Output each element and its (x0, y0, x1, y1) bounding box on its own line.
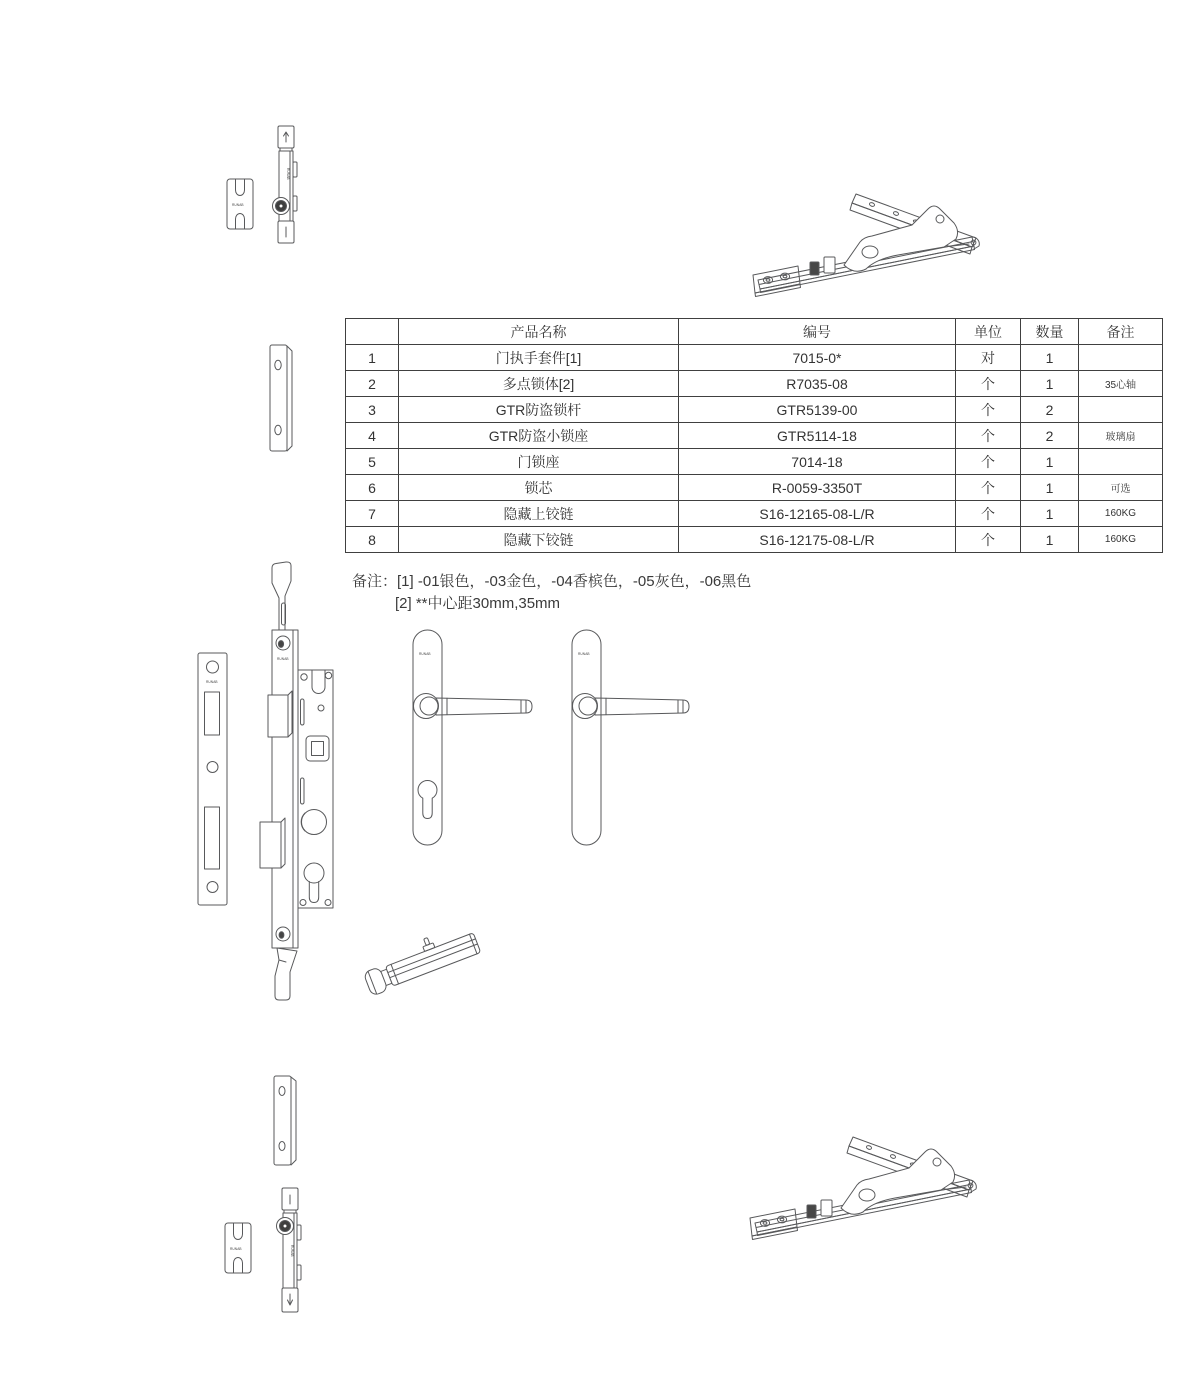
lock-drive-bar (260, 562, 298, 1000)
brand-logo-text: RUNAB (277, 657, 289, 661)
table-row: 3 GTR防盗锁杆 GTR5139-00 个 2 (346, 397, 1163, 423)
column-header-no (346, 319, 399, 345)
hinge-shape (753, 194, 979, 297)
table-row: 6 锁芯 R-0059-3350T 个 1 可选 (346, 475, 1163, 501)
keeper-plate-shape (270, 345, 292, 451)
lock-bar-shape (273, 126, 298, 243)
table-row: 5 门锁座 7014-18 个 1 (346, 449, 1163, 475)
parts-table (345, 318, 1163, 553)
handle-left (413, 630, 532, 845)
lock-bar-shape (277, 1188, 302, 1312)
brand-logo-text: RUNAB (286, 168, 290, 180)
footnotes (352, 571, 751, 615)
column-header-remark: 备注 (1079, 319, 1163, 345)
keeper-plate-bottom-drawing (270, 1074, 300, 1169)
footnote-line-1: [1] -01银色，-03金色，-04香槟色，-05灰色，-06黑色 (397, 573, 752, 590)
concealed-top-hinge-drawing (748, 185, 988, 300)
lock-case-plate (298, 670, 333, 908)
door-lock-keeper-drawing (266, 343, 296, 455)
lock-body-shape (198, 562, 333, 1000)
gtr-lock-bar-bottom-drawing (272, 1185, 308, 1315)
table-row: 1 门执手套件[1] 7015-0* 对 1 (346, 345, 1163, 371)
gtr-lock-bar-top-drawing (268, 124, 304, 246)
keeper-clip-shape (227, 179, 253, 229)
keeper-clip-shape (225, 1223, 251, 1273)
table-header-row (346, 319, 1163, 345)
column-header-name: 产品名称 (399, 319, 679, 345)
table-row: 2 多点锁体[2] R7035-08 个 1 35心轴 (346, 371, 1163, 397)
table-row: 4 GTR防盗小锁座 GTR5114-18 个 2 玻璃扇 (346, 423, 1163, 449)
column-header-qty: 数量 (1021, 319, 1079, 345)
brand-logo-text: RUNAB (290, 1245, 294, 1257)
concealed-bottom-hinge-drawing (745, 1128, 985, 1243)
multipoint-lock-body-drawing (193, 556, 338, 1008)
door-handle-set-drawing (406, 616, 696, 861)
cylinder-shape (363, 922, 481, 997)
lock-faceplate (198, 653, 227, 905)
table-row: 7 隐藏上铰链 S16-12165-08-L/R 个 1 160KG (346, 501, 1163, 527)
handle-right (572, 630, 689, 845)
footnote-label: 备注： (352, 573, 398, 590)
hinge-shape (750, 1137, 976, 1240)
table-row: 8 隐藏下铰链 S16-12175-08-L/R 个 1 160KG (346, 527, 1163, 553)
gtr-small-keeper-bottom-drawing (224, 1222, 252, 1274)
keeper-plate-shape (274, 1076, 296, 1165)
brand-logo-text: RUNAB (206, 680, 218, 684)
brand-logo-text: RUNAB (230, 1247, 242, 1251)
footnote-line-2: [2] **中心距30mm,35mm (395, 594, 561, 612)
brand-logo-text: RUNAB (578, 652, 590, 656)
lock-cylinder-drawing (363, 905, 493, 1005)
column-header-code: 编号 (679, 319, 956, 345)
brand-logo-text: RUNAB (419, 652, 431, 656)
gtr-small-keeper-top-drawing (226, 178, 254, 230)
column-header-unit: 单位 (956, 319, 1021, 345)
brand-logo-text: RUNAB (232, 203, 244, 207)
